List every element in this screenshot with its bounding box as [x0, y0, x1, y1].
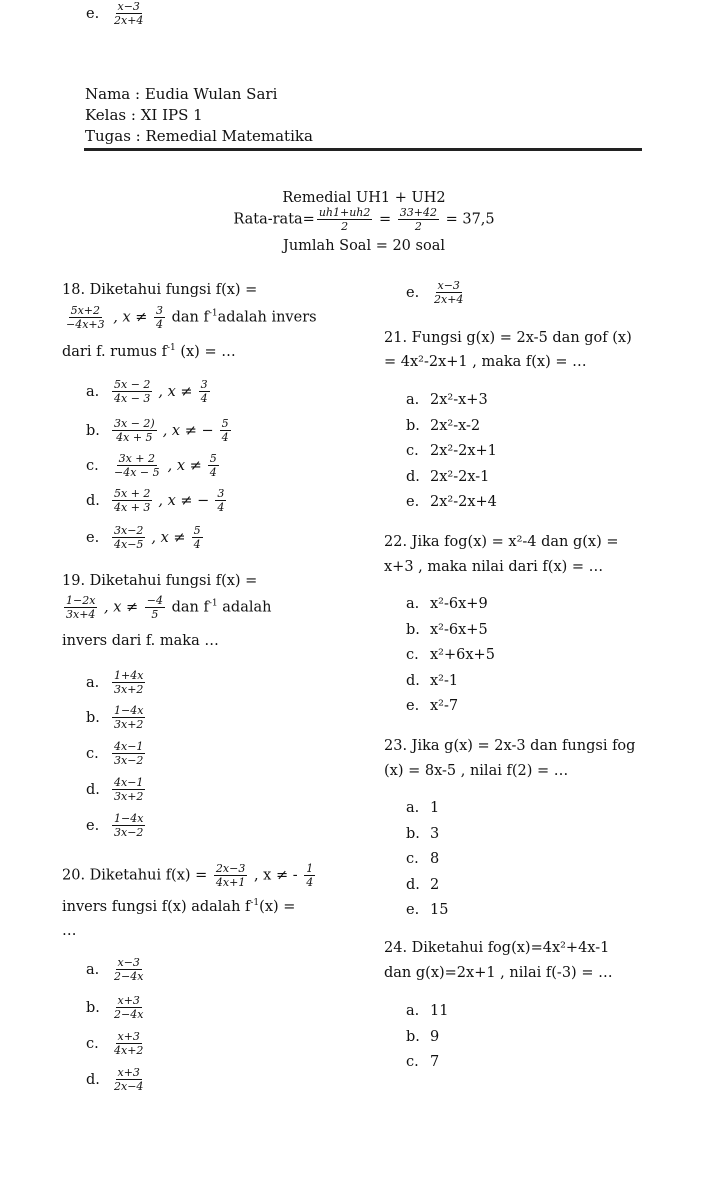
q23-option-a: a. 1: [406, 800, 440, 816]
summary-count: Jumlah Soal = 20 soal: [283, 238, 445, 254]
q19-option-e: e. $\frac{1-4x}{3x-2}$: [86, 812, 144, 839]
summary-title: Remedial UH1 + UH2: [282, 190, 446, 206]
q23-option-b: b. 3: [406, 825, 440, 842]
q19-option-c: c. $\frac{4x-1}{3x-2}$: [86, 740, 144, 767]
fraction: $\frac{1-4x}{3x-2}$: [114, 812, 144, 839]
q20-question: invers fungsi f(x) adalah $f^{-1}(x)$ =: [62, 898, 296, 915]
fraction: $\frac{x+3}{4x+2}$: [114, 1030, 144, 1057]
q24-option-c: c. 7: [406, 1054, 440, 1070]
q22-text: 22. Jika fog(x) = x²-4 dan g(x) =: [384, 534, 619, 550]
q22-option-b: b. x²-6x+5: [406, 621, 488, 638]
q20-option-d: d. $\frac{x+3}{2x-4}$: [86, 1066, 144, 1093]
fraction: $\frac{5x - 2}{4x - 3}$: [114, 378, 151, 405]
q20-option-b: b. $\frac{x+3}{2-4x}$: [86, 994, 144, 1021]
fraction: $\frac{1-4x}{3x+2}$: [114, 704, 144, 731]
student-class: Kelas : XI IPS 1: [85, 106, 203, 124]
q19-function: $\frac{1-2x}{3x+4}$ , x ≠ $\frac{-4}{5}$ dan $f^{-1}$ adalah: [66, 594, 272, 621]
q19-option-d: d. $\frac{4x-1}{3x+2}$: [86, 776, 144, 803]
q21-text-2: = 4x²-2x+1 , maka f(x) = …: [384, 354, 587, 370]
fraction: $\frac{4x-1}{3x-2}$: [114, 740, 144, 767]
q20-option-e: e. $\frac{x-3}{2x+4}$: [86, 0, 144, 27]
q23-text: 23. Jika g(x) = 2x-3 dan fungsi fog: [384, 738, 636, 754]
q24-text: 24. Diketahui fog(x)=4x²+4x-1: [384, 940, 610, 956]
q18-text: 18. Diketahui fungsi f(x) =: [62, 282, 258, 298]
q19-option-a: a. $\frac{1+4x}{3x+2}$: [86, 669, 144, 696]
q21-option-e: e. 2x²-2x+4: [406, 494, 497, 510]
fraction: $\frac{5}{4}$: [193, 524, 201, 551]
q23-option-d: d. 2: [406, 876, 440, 893]
q20-option-c: c. $\frac{x+3}{4x+2}$: [86, 1030, 144, 1057]
fraction: $\frac{x+3}{2x-4}$: [114, 1066, 144, 1093]
q20-option-a: a. $\frac{x-3}{2-4x}$: [86, 956, 144, 983]
q18-option-b: b. $\frac{3x - 2)}{4x + 5}$ , x ≠ − $\frac{5}{4}$: [86, 417, 229, 444]
assignment-title: Tugas : Remedial Matematika: [85, 127, 313, 145]
fraction: $\frac{5}{4}$: [209, 452, 217, 479]
fraction: $\frac{4x-1}{3x+2}$: [114, 776, 144, 803]
q22-option-c: c. x²+6x+5: [406, 647, 495, 663]
q18-option-c: c. $\frac{3x + 2}{-4x - 5}$ , x ≠ $\frac{5}{4}$: [86, 452, 217, 479]
q18-option-a: a. $\frac{5x - 2}{4x - 3}$ , x ≠ $\frac{3}{4}$: [86, 378, 208, 405]
q20-ellipsis: …: [62, 923, 77, 939]
fraction: $\frac{3}{4}$: [217, 487, 225, 514]
q21-option-b: b. 2x²-x-2: [406, 417, 481, 434]
q24-text-2: dan g(x)=2x+1 , nilai f(-3) = …: [384, 965, 613, 981]
fraction: $\frac{x-3}{2x+4}$: [114, 0, 144, 27]
q23-text-2: (x) = 8x-5 , nilai f(2) = …: [384, 763, 569, 779]
q18-option-d: d. $\frac{5x + 2}{4x + 3}$ , x ≠ − $\frac{3}{4}$: [86, 487, 225, 514]
fraction: $\frac{5x + 2}{4x + 3}$: [114, 487, 151, 514]
fraction: $\frac{1+4x}{3x+2}$: [114, 669, 144, 696]
fraction: $\frac{x-3}{2-4x}$: [114, 956, 144, 983]
fraction: $\frac{x-3}{2x+4}$: [434, 279, 464, 306]
q22-text-2: x+3 , maka nilai dari f(x) = …: [384, 559, 604, 575]
q22-option-e: e. x²-7: [406, 698, 459, 714]
fraction: $\frac{3x-2}{4x-5}$: [114, 524, 144, 551]
q20-option-e: e. $\frac{x-3}{2x+4}$: [406, 279, 464, 306]
summary-average: Rata-rata= $\frac{uh1+uh2}{2}$ = $\frac{33+42}{2}$ = 37,5: [233, 206, 495, 233]
q18-question: dari f. rumus $f^{-1}$ (x) = …: [62, 343, 236, 360]
q22-option-a: a. x²-6x+9: [406, 596, 488, 612]
q19-option-b: b. $\frac{1-4x}{3x+2}$: [86, 704, 144, 731]
q21-option-a: a. 2x²-x+3: [406, 392, 488, 408]
q24-option-a: a. 11: [406, 1003, 449, 1019]
q21-option-c: c. 2x²-2x+1: [406, 443, 497, 459]
header-divider: [84, 148, 642, 151]
fraction: $\frac{3}{4}$: [200, 378, 208, 405]
q24-option-b: b. 9: [406, 1028, 440, 1045]
q21-text: 21. Fungsi g(x) = 2x-5 dan gof (x): [384, 330, 632, 346]
fraction: $\frac{3x - 2)}{4x + 5}$: [114, 417, 155, 444]
q20-function: 20. Diketahui f(x) = $\frac{2x-3}{4x+1}$ , x ≠ - $\frac{1}{4}$: [62, 862, 314, 889]
q21-option-d: d. 2x²-2x-1: [406, 468, 490, 485]
q23-option-c: c. 8: [406, 851, 440, 867]
q19-text: 19. Diketahui fungsi f(x) =: [62, 573, 258, 589]
q18-option-e: e. $\frac{3x-2}{4x-5}$ , x ≠ $\frac{5}{4}$: [86, 524, 201, 551]
q19-question: invers dari f. maka …: [62, 633, 219, 649]
fraction: $\frac{5}{4}$: [221, 417, 229, 444]
fraction: $\frac{x+3}{2-4x}$: [114, 994, 144, 1021]
student-name: Nama : Eudia Wulan Sari: [85, 85, 278, 103]
fraction: $\frac{3x + 2}{-4x - 5}$: [114, 452, 160, 479]
q22-option-d: d. x²-1: [406, 672, 459, 689]
q23-option-e: e. 15: [406, 902, 449, 918]
q18-function: $\frac{5x+2}{-4x+3}$ , x ≠ $\frac{3}{4}$ dan $f^{-1}adalah$ invers: [66, 304, 317, 331]
